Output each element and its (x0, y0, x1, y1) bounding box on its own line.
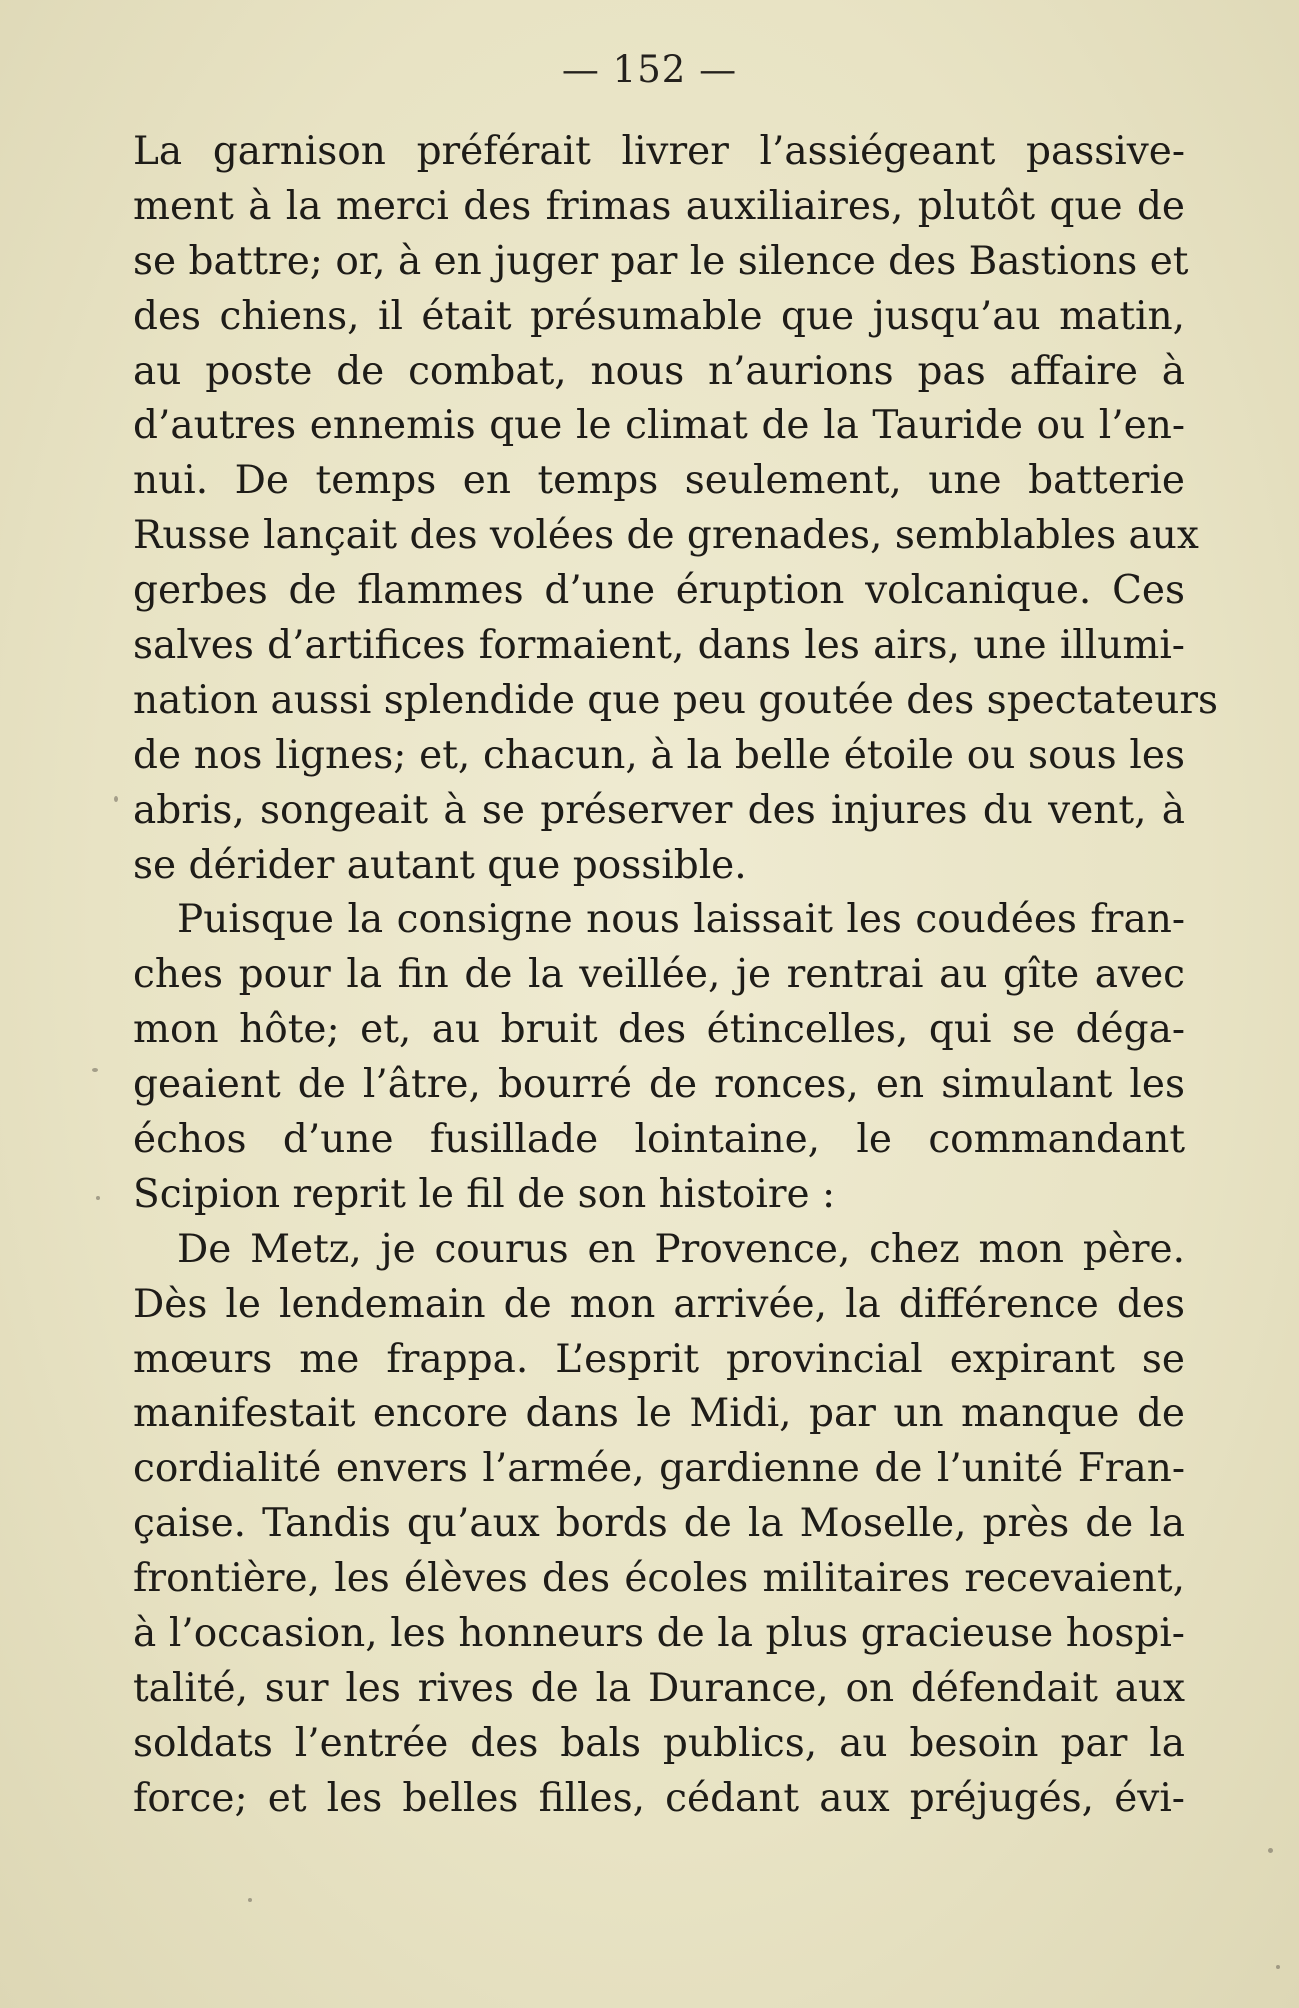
text-line: Dès le lendemain de mon arrivée, la différence des (133, 1281, 1185, 1327)
text-line: salves d’artifices formaient, dans les airs, une illumi- (133, 623, 1185, 669)
text-line: ment à la merci des frimas auxiliaires, plutôt que de (133, 183, 1185, 229)
text-line: ches pour la fin de la veillée, je rentrai au gîte avec (133, 952, 1185, 998)
paper-speck (92, 1068, 98, 1072)
text-line: gerbes de flammes d’une éruption volcanique. Ces (133, 568, 1185, 614)
text-line: abris, songeait à se préserver des injures du vent, à (133, 787, 1185, 833)
body-text (133, 125, 1219, 1827)
text-line: talité, sur les rives de la Durance, on défendait aux (133, 1665, 1185, 1711)
paper-speck (248, 1898, 252, 1902)
text-line: çaise. Tandis qu’aux bords de la Moselle, près de la (133, 1501, 1185, 1547)
text-line: à l’occasion, les honneurs de la plus gracieuse hospi- (133, 1611, 1185, 1657)
text-line: La garnison préférait livrer l’assiégeant passive- (133, 129, 1185, 174)
paper-speck (1268, 1848, 1273, 1853)
text-line: cordialité envers l’armée, gardienne de l’unité Fran- (133, 1446, 1185, 1492)
text-line: De Metz, je courus en Provence, chez mon père. (177, 1226, 1185, 1272)
text-line: nui. De temps en temps seulement, une batterie (133, 458, 1185, 504)
text-line: soldats l’entrée des bals publics, au besoin par la (133, 1720, 1185, 1766)
text-line: manifestait encore dans le Midi, par un manque de (133, 1391, 1185, 1437)
text-line: mon hôte; et, au bruit des étincelles, qui se déga- (133, 1007, 1185, 1053)
paper-speck (114, 796, 118, 802)
paper-speck (1276, 1965, 1280, 1969)
text-line: nation aussi splendide que peu goutée des spectateurs (133, 677, 1219, 723)
text-line: Scipion reprit le fil de son histoire : (133, 1171, 836, 1217)
text-line: se battre; or, à en juger par le silence des Bastions et (133, 238, 1189, 284)
text-line: force; et les belles filles, cédant aux préjugés, évi- (133, 1775, 1185, 1821)
text-line: frontière, les élèves des écoles militaires recevaient, (133, 1556, 1185, 1602)
text-line: se dérider autant que possible. (133, 842, 747, 888)
text-line: au poste de combat, nous n’aurions pas affaire à (133, 348, 1185, 394)
text-line: geaient de l’âtre, bourré de ronces, en simulant les (133, 1062, 1185, 1108)
text-line: échos d’une fusillade lointaine, le commandant (133, 1117, 1185, 1163)
text-line: Puisque la consigne nous laissait les coudées fran- (177, 897, 1185, 943)
text-line: d’autres ennemis que le climat de la Tauride ou l’en- (133, 403, 1185, 449)
text-line: des chiens, il était présumable que jusqu’au matin, (133, 293, 1185, 339)
paper-speck (96, 1196, 100, 1200)
text-line: Russe lançait des volées de grenades, semblables aux (133, 513, 1199, 559)
text-line: de nos lignes; et, chacun, à la belle étoile ou sous les (133, 732, 1185, 778)
page-number: — 152 — (561, 48, 738, 91)
text-line: mœurs me frappa. L’esprit provincial expirant se (133, 1336, 1185, 1382)
